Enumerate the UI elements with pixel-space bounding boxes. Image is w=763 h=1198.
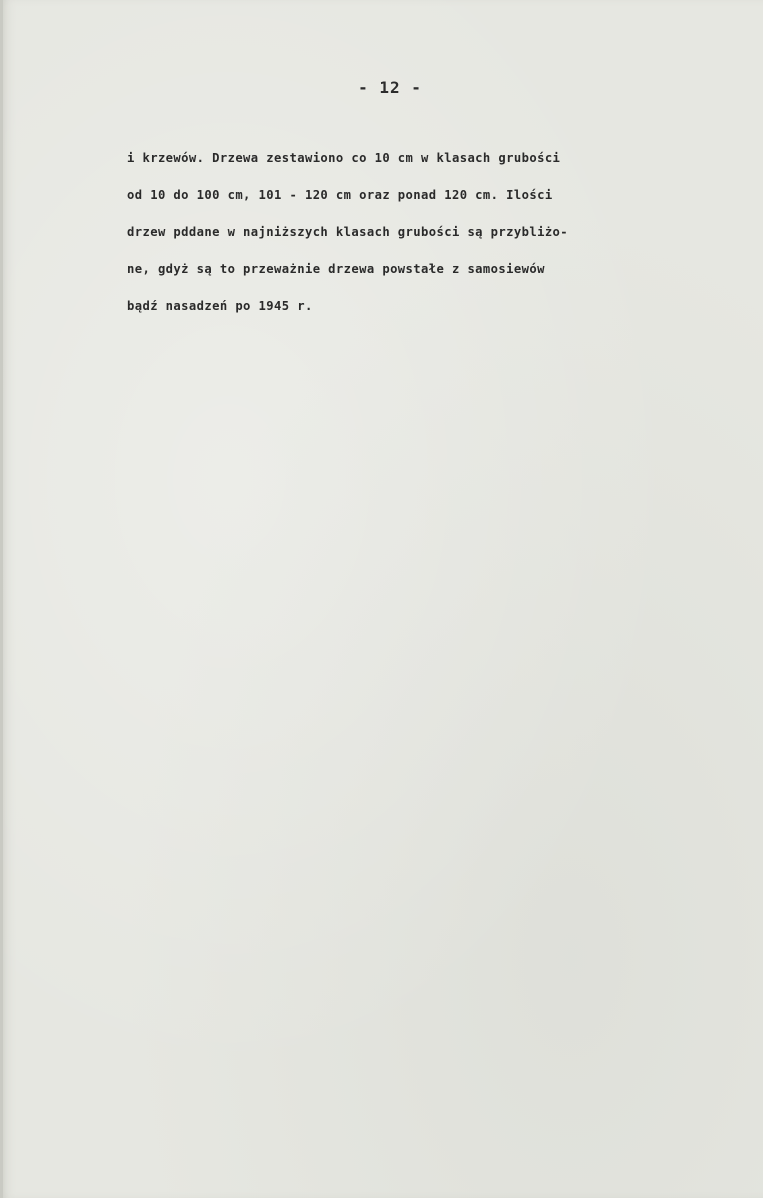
body-paragraph <box>127 147 747 332</box>
page-edge-shadow <box>0 0 3 1198</box>
text-line-2: od 10 do 100 cm, 101 - 120 cm oraz ponad 120 cm. Ilości <box>127 188 553 202</box>
text-line-4: ne, gdyż są to przeważnie drzewa powstałe z samosiewów <box>127 262 545 276</box>
page-number: - 12 - <box>358 78 422 97</box>
text-line-3: drzew pddane w najniższych klasach grubości są przybliżo- <box>127 225 569 239</box>
text-line-1: i krzewów. Drzewa zestawiono co 10 cm w klasach grubości <box>127 151 561 165</box>
text-line-5: bądź nasadzeń po 1945 r. <box>127 299 313 313</box>
